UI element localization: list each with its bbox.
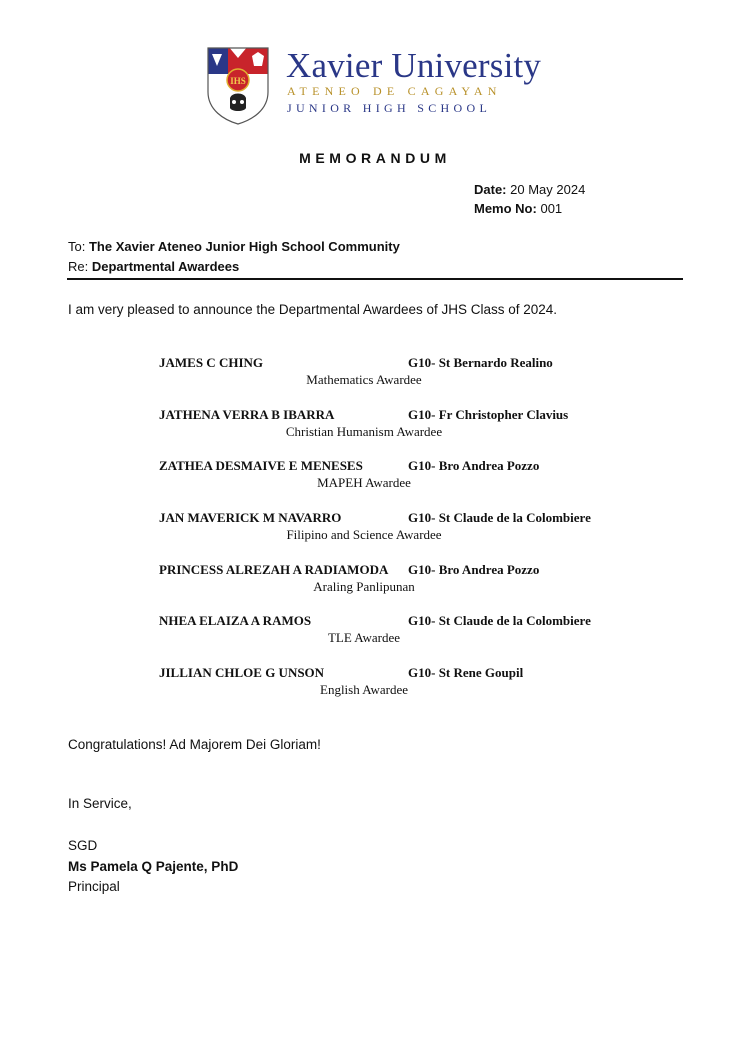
awardee-entry	[0, 613, 750, 665]
awardee-section: G10- Bro Andrea Pozzo	[408, 458, 540, 474]
to-value: The Xavier Ateneo Junior High School Community	[88, 239, 400, 254]
awardee-name: PRINCESS ALREZAH A RADIAMODA	[159, 561, 389, 577]
university-subtitle: ATENEO DE CAGAYAN	[287, 84, 502, 98]
awardee-entry	[0, 458, 750, 510]
date-label: Date:	[474, 182, 507, 197]
awardee-name: ZATHEA DESMAIVE E MENESES	[159, 458, 363, 474]
in-service-line: In Service,	[68, 796, 132, 811]
awardee-name: JATHENA VERRA B IBARRA	[159, 406, 335, 422]
awardee-section: G10- St Rene Goupil	[408, 665, 524, 681]
signatory-name: Ms Pamela Q Pajente, PhD	[68, 858, 239, 874]
awardee-name: NHEA ELAIZA A RAMOS	[159, 613, 312, 629]
date-value: 20 May 2024	[510, 182, 586, 197]
crest-monogram: IHS	[230, 76, 246, 86]
awardee-entry	[0, 407, 750, 459]
signature-block	[68, 836, 238, 898]
memo-date	[474, 182, 585, 198]
memo-no-label: Memo No:	[474, 201, 537, 216]
awardee-section: G10- Fr Christopher Clavius	[408, 406, 569, 422]
awardee-award: TLE Awardee	[327, 630, 401, 646]
memo-no-value: 001	[540, 201, 563, 216]
awardee-award: English Awardee	[320, 682, 408, 698]
signatory-position: Principal	[68, 879, 120, 894]
awardee-award: Filipino and Science Awardee	[286, 527, 442, 543]
awardee-section: G10- St Claude de la Colombiere	[408, 510, 591, 526]
school-name: JUNIOR HIGH SCHOOL	[287, 101, 492, 115]
awardee-award: Christian Humanism Awardee	[285, 423, 443, 439]
re-label: Re:	[68, 259, 89, 274]
awardee-section: G10- St Bernardo Realino	[408, 355, 553, 370]
awardee-entry	[0, 510, 750, 562]
awardees-list	[0, 355, 750, 717]
awardee-award: Araling Panlipunan	[313, 578, 415, 594]
awardee-entry	[0, 562, 750, 614]
awardee-entry	[0, 355, 750, 407]
awardee-name: JILLIAN CHLOE G UNSON	[159, 665, 325, 681]
header-divider	[67, 278, 683, 280]
memo-subject	[68, 259, 239, 275]
awardee-entry	[0, 665, 750, 717]
awardee-name: JAMES C CHING	[159, 355, 264, 370]
re-value: Departmental Awardees	[91, 259, 240, 274]
sgd-mark: SGD	[68, 838, 98, 853]
awardee-section: G10- Bro Andrea Pozzo	[408, 561, 540, 577]
memo-number	[474, 201, 562, 217]
awardee-section: G10- St Claude de la Colombiere	[408, 613, 591, 629]
awardee-award: Mathematics Awardee	[306, 372, 422, 387]
awardee-name: JAN MAVERICK M NAVARRO	[159, 510, 342, 526]
to-label: To:	[68, 239, 86, 254]
closing-line: Congratulations! Ad Majorem Dei Gloriam!	[68, 737, 321, 752]
university-crest-logo	[206, 46, 270, 126]
intro-paragraph: I am very pleased to announce the Departmental Awardees of JHS Class of 2024.	[68, 302, 558, 317]
memo-recipient	[68, 239, 400, 255]
awardee-award: MAPEH Awardee	[317, 475, 411, 491]
memo-title: MEMORANDUM	[299, 150, 451, 166]
university-name: Xavier University	[286, 46, 542, 85]
